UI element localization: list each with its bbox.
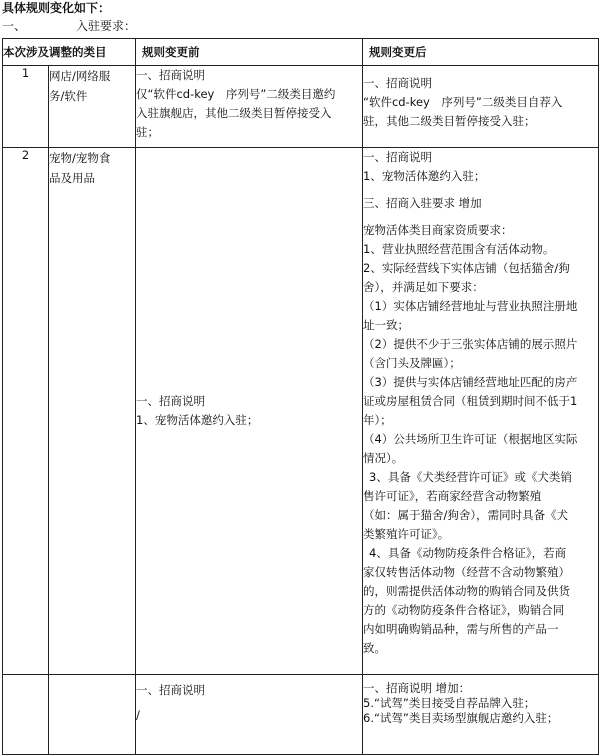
- after-line: 3、具备《犬类经营许可证》或《犬类销: [369, 470, 572, 484]
- rules-table: [2, 38, 599, 755]
- after-line: 6.“试驾”类目卖场型旗舰店邀约入驻；: [363, 711, 559, 725]
- table-row: [3, 675, 599, 755]
- header-category: 本次涉及调整的类目: [3, 39, 136, 66]
- category-line: 务/软件: [49, 89, 88, 103]
- after-line: 售许可证》，若商家经营含动物繁殖: [363, 489, 542, 503]
- row-before: [136, 148, 363, 675]
- before-line: 一、招商说明: [136, 683, 205, 697]
- before-line: 1、宠物活体邀约入驻；: [136, 413, 259, 427]
- after-line: （如：属于猫舍/狗舍），需同时具备《犬: [363, 508, 569, 522]
- after-line: 的，则需提供活体动物的购销合同及供货: [363, 584, 570, 598]
- before-line: 一、招商说明: [136, 68, 205, 82]
- after-line: 一、招商说明: [363, 150, 432, 164]
- after-line: 证或房屋租赁合同（租赁到期时间不低于1: [363, 394, 578, 408]
- row-index: 1: [3, 66, 49, 148]
- after-line: 年）；: [363, 413, 392, 427]
- after-line: 址一致；: [363, 318, 409, 332]
- after-line: （4）公共场所卫生许可证（根据地区实际: [363, 432, 578, 446]
- table-row: [3, 66, 599, 148]
- after-line: 宠物活体类目商家资质要求：: [363, 223, 513, 237]
- table-header-row: [3, 39, 599, 66]
- row-index: 2: [3, 148, 49, 675]
- after-line: （含门头及牌匾）；: [363, 356, 461, 370]
- row-index: [3, 675, 49, 755]
- page-title: 具体规则变化如下：: [2, 1, 111, 15]
- after-line: 一、招商说明: [363, 76, 432, 90]
- after-line: 一、招商说明 增加：: [363, 681, 471, 695]
- before-line: /: [136, 708, 140, 722]
- after-line: 方的《动物防疫条件合格证》，购销合同: [363, 603, 565, 617]
- after-line: 家仅转售活体动物（经营不含动物繁殖）: [363, 565, 570, 579]
- after-line: 5.“试驾”类目接受自荐品牌入驻；: [363, 696, 536, 710]
- before-line: 仅“软件cd-key 序列号”二级类目邀约: [136, 87, 336, 101]
- section-number: 一、: [2, 19, 27, 33]
- after-line: 2、实际经营线下实体店铺（包括猫舍/狗: [363, 261, 570, 275]
- after-line: 4、具备《动物防疫条件合格证》，若商: [369, 546, 567, 560]
- after-line: 舍），并满足如下要求：: [363, 280, 484, 294]
- section-heading: [2, 19, 136, 34]
- row-category: [49, 675, 136, 755]
- after-line: 三、招商入驻要求 增加: [363, 196, 482, 210]
- header-after: 规则变更后: [363, 39, 599, 66]
- category-line: 网店/网络服: [49, 69, 111, 83]
- after-line: 致。: [363, 641, 386, 655]
- category-line: 品及用品: [49, 171, 95, 185]
- after-line: 情况）。: [363, 451, 404, 465]
- row-before: [136, 675, 363, 755]
- after-line: （1）实体店铺经营地址与营业执照注册地: [363, 299, 578, 313]
- row-after: [363, 66, 599, 148]
- section-label: 入驻要求：: [76, 19, 137, 33]
- row-after: [363, 148, 599, 675]
- category-line: 宠物/宠物食: [49, 151, 111, 165]
- table-row: [3, 148, 599, 675]
- header-before: 规则变更前: [136, 39, 363, 66]
- after-line: 1、宠物活体邀约入驻；: [363, 169, 486, 183]
- after-line: 1、营业执照经营范围含有活体动物。: [363, 242, 555, 256]
- row-before: [136, 66, 363, 148]
- after-line: “软件cd-key 序列号”二级类目自荐入: [363, 95, 563, 109]
- before-line: 一、招商说明: [136, 394, 205, 408]
- after-line: 驻，其他二级类目暂停接受入驻；: [363, 114, 536, 128]
- row-after: [363, 675, 599, 755]
- after-line: （2）提供不少于三张实体店铺的展示照片: [363, 337, 578, 351]
- after-line: 类繁殖许可证》。: [363, 527, 450, 541]
- row-category: [49, 66, 136, 148]
- after-line: 内如明确购销品种，需与所售的产品一: [363, 622, 559, 636]
- before-line: 入驻旗舰店，其他二级类目暂停接受入: [136, 106, 332, 120]
- before-line: 驻；: [136, 125, 159, 139]
- row-category: [49, 148, 136, 675]
- after-line: （3）提供与实体店铺经营地址匹配的房产: [363, 375, 578, 389]
